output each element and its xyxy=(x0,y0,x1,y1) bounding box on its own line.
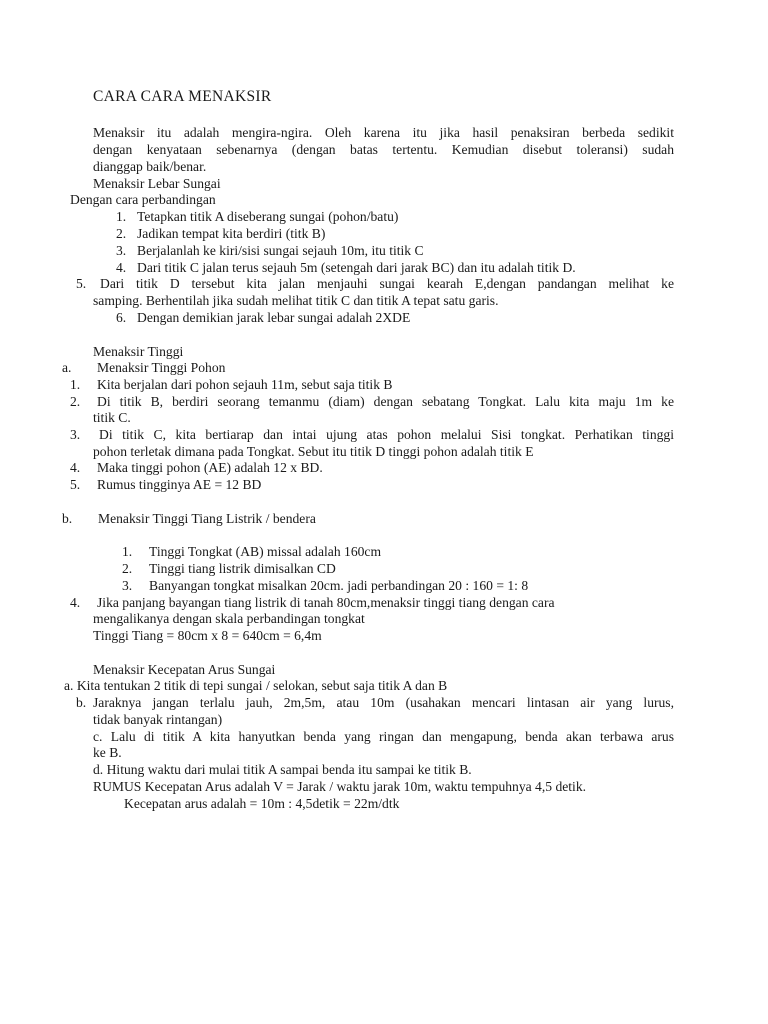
tinggi-b-text: Menaksir Tinggi Tiang Listrik / bendera xyxy=(98,511,316,526)
tinggi-b4-line-1: Jika panjang bayangan tiang listrik di tanah 80cm,menaksir tinggi tiang dengan cara xyxy=(97,595,555,610)
kecepatan-heading: Menaksir Kecepatan Arus Sungai xyxy=(93,662,276,677)
lebar-step5-num: 5. xyxy=(76,276,87,291)
page-title: CARA CARA MENAKSIR xyxy=(93,88,272,105)
tinggi-step-num: 1. xyxy=(70,377,81,392)
lebar-step-num: 4. xyxy=(116,260,127,275)
tinggi-step-num: 2. xyxy=(70,394,81,409)
tinggi-step-text: Maka tinggi pohon (AE) adalah 12 x BD. xyxy=(97,460,323,475)
tinggi-step-text: Kita berjalan dari pohon sejauh 11m, sebut saja titik B xyxy=(97,377,393,392)
kecepatan-c-line-2: ke B. xyxy=(93,745,122,760)
lebar-step-num: 1. xyxy=(116,209,127,224)
intro-line-3: dianggap baik/benar. xyxy=(93,159,207,174)
lebar-heading: Menaksir Lebar Sungai xyxy=(93,176,221,191)
lebar-method: Dengan cara perbandingan xyxy=(70,192,216,207)
kecepatan-b-line-2: tidak banyak rintangan) xyxy=(93,712,223,727)
tinggi-b-label: b. xyxy=(62,511,73,526)
kecepatan-step-d: d. Hitung waktu dari mulai titik A sampai benda itu sampai ke titik B. xyxy=(93,762,472,777)
kecepatan-c-line-1: c. Lalu di titik A kita hanyutkan benda yang ringan dan mengapung, benda akan terbawa arus xyxy=(93,729,674,744)
tinggi-b4-line-3: Tinggi Tiang = 80cm x 8 = 640cm = 6,4m xyxy=(93,628,322,643)
lebar-step-text: Jadikan tempat kita berdiri (titk B) xyxy=(137,226,326,241)
tinggi-b-step-text: Tinggi tiang listrik dimisalkan CD xyxy=(149,561,336,576)
tinggi-step2-line-1: Di titik B, berdiri seorang temanmu (diam) dengan sebatang Tongkat. Lalu kita maju 1m ke xyxy=(97,394,674,409)
tinggi-step-num: 4. xyxy=(70,460,81,475)
lebar-step-num: 2. xyxy=(116,226,127,241)
tinggi-a-label: a. xyxy=(62,360,72,375)
tinggi-a-text: Menaksir Tinggi Pohon xyxy=(97,360,226,375)
tinggi-b-step-text: Banyangan tongkat misalkan 20cm. jadi perbandingan 20 : 160 = 1: 8 xyxy=(149,578,529,593)
tinggi-b4-line-2: mengalikanya dengan skala perbandingan tongkat xyxy=(93,611,365,626)
tinggi-step-text: Rumus tingginya AE = 12 BD xyxy=(97,477,262,492)
intro-line-1: Menaksir itu adalah mengira-ngira. Oleh karena itu jika hasil penaksiran berbeda sedikit xyxy=(93,125,674,140)
kecepatan-rumus: RUMUS Kecepatan Arus adalah V = Jarak / waktu jarak 10m, waktu tempuhnya 4,5 detik. xyxy=(93,779,587,794)
tinggi-step-num: 5. xyxy=(70,477,81,492)
lebar-step6-text: Dengan demikian jarak lebar sungai adalah 2XDE xyxy=(137,310,411,325)
lebar-step-text: Tetapkan titik A diseberang sungai (pohon/batu) xyxy=(137,209,399,224)
intro-line-2: dengan kenyataan sebenarnya (dengan batas tertentu. Kemudian disebut toleransi) sudah xyxy=(93,142,674,157)
tinggi-heading: Menaksir Tinggi xyxy=(93,344,184,359)
tinggi-b-step-text: Tinggi Tongkat (AB) missal adalah 160cm xyxy=(149,544,382,559)
tinggi-b-step-num: 3. xyxy=(122,578,133,593)
lebar-step-text: Berjalanlah ke kiri/sisi sungai sejauh 10m, itu titik C xyxy=(137,243,424,258)
lebar-step-text: Dari titik C jalan terus sejauh 5m (setengah dari jarak BC) dan itu adalah titik D. xyxy=(137,260,576,275)
tinggi-b4-num: 4. xyxy=(70,595,81,610)
kecepatan-hasil: Kecepatan arus adalah = 10m : 4,5detik = 22m/dtk xyxy=(124,796,400,811)
tinggi-step2-line-2: titik C. xyxy=(93,410,131,425)
lebar-step-num: 3. xyxy=(116,243,127,258)
kecepatan-step-a: a. Kita tentukan 2 titik di tepi sungai / selokan, sebut saja titik A dan B xyxy=(64,678,448,693)
tinggi-step-num: 3. xyxy=(70,427,81,442)
kecepatan-b-label: b. xyxy=(76,695,87,710)
tinggi-step3-line-2: pohon terletak dimana pada Tongkat. Sebut itu titik D tinggi pohon adalah titik E xyxy=(93,444,534,459)
kecepatan-b-line-1: Jaraknya jangan terlalu jauh, 2m,5m, atau 10m (usahakan mencari lintasan air yang lurus, xyxy=(93,695,674,710)
lebar-step5-line-2: samping. Berhentilah jika sudah melihat titik C dan titik A tepat satu garis. xyxy=(93,293,499,308)
lebar-step6-num: 6. xyxy=(116,310,127,325)
tinggi-step3-line-1: Di titik C, kita bertiarap dan intai ujung atas pohon melalui Sisi tongkat. Perhatikan tinggi xyxy=(99,427,674,442)
lebar-step5-line-1: Dari titik D tersebut kita jalan menjauhi sungai kearah E,dengan pandangan melihat ke xyxy=(100,276,674,291)
tinggi-b-step-num: 2. xyxy=(122,561,133,576)
tinggi-b-step-num: 1. xyxy=(122,544,133,559)
